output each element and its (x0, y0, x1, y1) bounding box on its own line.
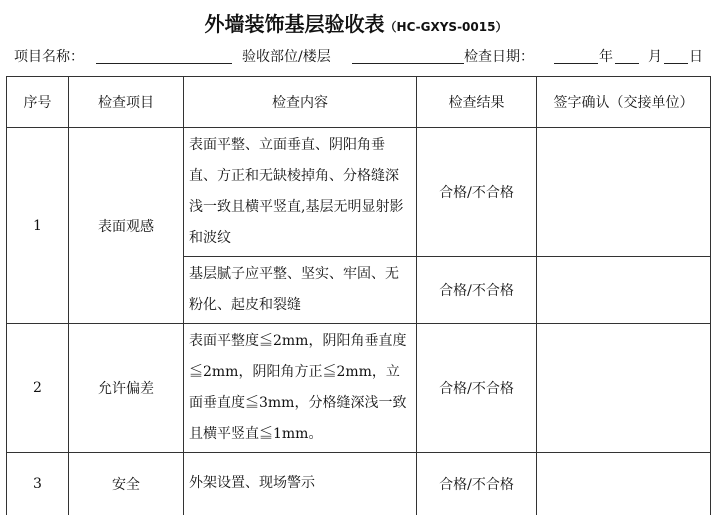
row-item: 安全 (69, 453, 184, 515)
table-header-row (7, 77, 711, 128)
row-no: 1 (7, 128, 69, 324)
row-result[interactable]: 合格/不合格 (417, 128, 537, 257)
day-label: 日 (689, 49, 703, 65)
month-field[interactable] (615, 63, 639, 64)
row-content: 基层腻子应平整、坚实、牢固、无粉化、起皮和裂缝 (184, 257, 417, 324)
row-no: 3 (7, 453, 69, 515)
row-result[interactable]: 合格/不合格 (417, 453, 537, 515)
year-label: 年 (599, 49, 613, 65)
month-label: 月 (648, 49, 662, 65)
header-signature: 签字确认（交接单位） (537, 77, 711, 128)
row-signature[interactable] (537, 257, 711, 324)
row-content: 表面平整度≦2mm，阴阳角垂直度≦2mm，阴阳角方正≦2mm，立面垂直度≦3mm，分格缝深浅一致且横平竖直≦1mm。 (184, 324, 417, 453)
row-content: 表面平整、立面垂直、阴阳角垂直、方正和无缺棱掉角、分格缝深浅一致且横平竖直,基层无明显射影和波纹 (184, 128, 417, 257)
page-title (0, 10, 712, 41)
row-result[interactable]: 合格/不合格 (417, 324, 537, 453)
header-content: 检查内容 (184, 77, 417, 128)
row-signature[interactable] (537, 453, 711, 515)
position-field[interactable] (352, 63, 464, 64)
row-item: 允许偏差 (69, 324, 184, 453)
header-no: 序号 (7, 77, 69, 128)
inspection-table (6, 76, 711, 515)
table-row (7, 128, 711, 257)
title-text: 外墙装饰基层验收表 (204, 12, 385, 36)
header-item: 检查项目 (69, 77, 184, 128)
form-code: （HC-GXYS-0015） (384, 20, 508, 34)
row-item: 表面观感 (69, 128, 184, 324)
date-label: 检查日期： (464, 49, 534, 65)
project-name-label: 项目名称： (14, 49, 84, 65)
table-row (7, 453, 711, 515)
position-label: 验收部位/楼层 (242, 49, 331, 65)
day-field[interactable] (664, 63, 688, 64)
table-row (7, 324, 711, 453)
project-name-field[interactable] (96, 63, 232, 64)
row-content: 外架设置、现场警示 (184, 453, 417, 515)
row-signature[interactable] (537, 128, 711, 257)
year-field[interactable] (554, 63, 598, 64)
info-line (14, 46, 710, 68)
header-result: 检查结果 (417, 77, 537, 128)
row-result[interactable]: 合格/不合格 (417, 257, 537, 324)
row-no: 2 (7, 324, 69, 453)
row-signature[interactable] (537, 324, 711, 453)
